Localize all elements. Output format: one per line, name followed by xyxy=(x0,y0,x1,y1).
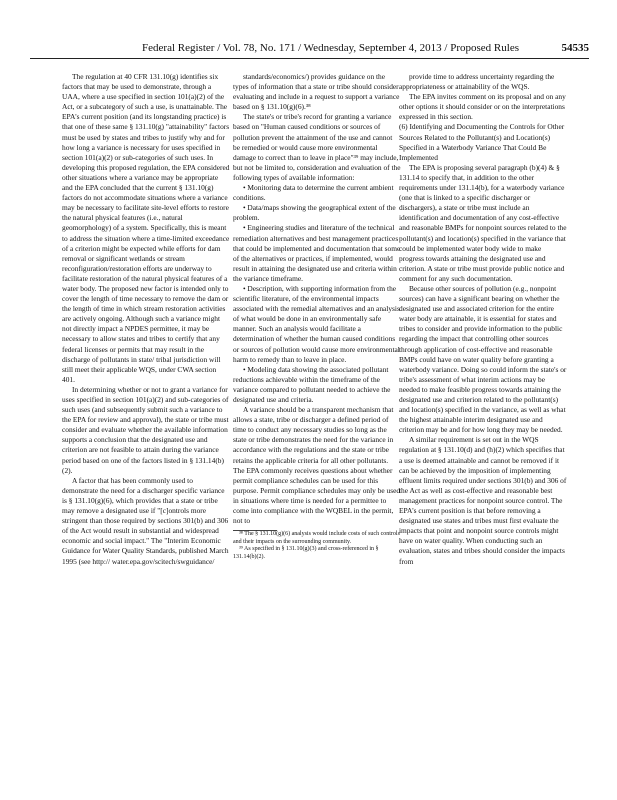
paragraph: • Modeling data showing the associated pollutant reductions achievable within the timeframe of the variance compared to pollutant needed to achieve the designated use and criteria. xyxy=(233,364,391,404)
paragraph: The regulation at 40 CFR 131.10(g) identifies six factors that may be used to demonstrate, through a UAA, where a use specified in section 101(a)(2) of the Act, or a subcategory of such a use, is unattainable. The EPA's current position (and its longstanding practice) is that one of these same § 131.10(g) "attainability" factors must be used by states and tribes to justify why and for how long a variance is necessary for uses specified in section 101(a)(2) or sub-categories of such uses. In developing this proposed regulation, the EPA considered other situations where a variance may be appropriate and the EPA concluded that the current § 131.10(g) factors do not accommodate situations where a variance may be necessary to facilitate site-level efforts to restore the natural physical features (i.e., natural geomorphology) of a system. Specifically, this is meant to address the situation where a time-limited exceedance of a criterion might be expected while efforts for dam removal or significant wetlands or stream reconfiguration/restoration efforts are underway to facilitate restoration of the natural physical features of a water body. The proposed new factor is intended only to cover the length of time necessary to remove the dam or the length of time in which stream restoration activities are actively ongoing. Although such a variance might not directly impact a NPDES permittee, it may be necessary to allow states and tribes to certify that any federal licenses or permits that may result in the discharge of pollutants in state/ tribal jurisdiction will still meet their applicable WQS, under CWA section 401. xyxy=(62,72,230,384)
header-title: Federal Register / Vol. 78, No. 171 / Wednesday, September 4, 2013 / Proposed Rules xyxy=(142,42,519,54)
paragraph: A variance should be a transparent mechanism that allows a state, tribe or discharger a defined period of time to conduct any necessary studies so long as the state or tribe demonstrates the need for the variance in accordance with the regulations and the state or tribe retains the applicable criteria for all other pollutants. The EPA commonly receives questions about whether permit compliance schedules can be used for this purpose. Permit compliance schedules may only be used in situations where time is needed for a permittee to come into compliance with the WQBEL in the permit, not to xyxy=(233,405,401,526)
footnote: ³⁸ The § 131.10(g)(6) analysis would include costs of such controls and their impacts on the surrounding community. xyxy=(233,531,400,545)
paragraph: In determining whether or not to grant a variance for uses specified in section 101(a)(2) and sub-categories of such uses (and subsequently submit such a variance to the EPA for review and approval), the state or tribe must consider and evaluate whether the available information supports a conclusion that the designated use and criterion are not feasible to attain during the variance period based on one of the factors listed in § 131.14(b)(2). xyxy=(62,384,229,475)
running-header xyxy=(30,40,589,59)
paragraph: • Data/maps showing the geographical extent of the problem. xyxy=(233,203,396,223)
paragraph: Because other sources of pollution (e.g., nonpoint sources) can have a significant bearing on whether the designated use and associated criterion for the entire water body are attainable, it is essential for states and tribes to consider and provide information to the public regarding the impact that controlling other sources through application of cost-effective and reasonable BMPs could have on water quality before granting a waterbody variance. Doing so could inform the state's or tribe's assessment of what interim actions may be needed to make feasible progress towards attaining the designated use and criterion related to the pollutant(s) and location(s) specified in the variance, as well as what the highest attainable interim designated use and criterion may be and for how long they may be needed. xyxy=(399,283,567,435)
paragraph: The state's or tribe's record for granting a variance based on "Human caused conditions or sources of pollution prevent the attainment of the use and cannot be remedied or would cause more environmental damage to correct than to leave in place"³⁹ may include, but not be limited to, consideration and evaluation of the following types of available information: xyxy=(233,112,401,182)
page-number: 54535 xyxy=(561,42,589,54)
paragraph: A factor that has been commonly used to demonstrate the need for a discharger specific variance is § 131.10(g)(6), which provides that a state or tribe may remove a designated use if "[c]ontrols more stringent than those required by sections 301(b) and 306 of the Act would result in substantial and widespread economic and social impact." The "Interim Economic Guidance for Water Quality Standards, published March 1995 (see http:// water.epa.gov/scitech/swguidance/ xyxy=(62,475,229,566)
paragraph: • Monitoring data to determine the current ambient conditions. xyxy=(233,183,394,203)
paragraph: • Engineering studies and literature of the technical remediation alternatives and best management practices that could be implemented and documentation that some of the alternatives or practices, if implemented, would result in attaining the designated use and criteria within the variance timeframe. xyxy=(233,223,401,283)
paragraph: standards/economics/) provides guidance on the types of information that a state or tribe should consider evaluating and include in a request to support a variance based on § 131.10(g)(6).³⁸ xyxy=(233,72,400,112)
section-heading: (6) Identifying and Documenting the Controls for Other Sources Related to the Pollutant(s) and Location(s) Specified in a Waterbody Variance That Could Be Implemented xyxy=(399,122,565,162)
paragraph: • Description, with supporting information from the scientific literature, of the environmental impacts associated with the remedial alternatives and an analysis of what would be done in an environmentally safe manner. Such an analysis would facilitate a determination of whether the human caused conditions or sources of pollution would cause more environmental harm to remedy than to leave in place. xyxy=(233,283,400,364)
text-column-3 xyxy=(399,72,567,782)
paragraph: A similar requirement is set out in the WQS regulation at § 131.10(d) and (h)(2) which specifies that a use is deemed attainable and cannot be removed if it can be achieved by the imposition of implementing effluent limits required under sections 301(b) and 306 of the Act as well as cost-effective and reasonable best management practices for nonpoint source control. The EPA's current position is that before removing a designated use states and tribes must first evaluate the impacts that point and nonpoint source controls might have on water quality. When conducting such an evaluation, states and tribes should consider the impacts from xyxy=(399,435,567,566)
paragraph: provide time to address uncertainty regarding the appropriateness or attainability of the WQS. xyxy=(399,72,555,92)
footnote: ³⁹ As specified in § 131.10(g)(3) and cross-referenced in § 131.14(b)(2). xyxy=(233,546,379,560)
text-column-1 xyxy=(62,72,230,782)
paragraph: The EPA is proposing several paragraph (b)(4) & § 131.14 to specify that, in addition to the other requirements under 131.14(b), for a waterbody variance (one that is linked to a specific discharger or dischargers), a state or tribe must include an identification and documentation of any cost-effective and reasonable BMPs for nonpoint sources related to the pollutant(s) and location(s) specified in the variance that could be implemented water body wide to make progress towards attaining the designated use and criterion. A state or tribe must provide public notice and comment for any such documentation. xyxy=(399,162,567,283)
paragraph: The EPA invites comment on its proposal and on any other options it should consider or on the interpretations expressed in this section. xyxy=(399,92,566,122)
text-column-2 xyxy=(233,72,401,782)
